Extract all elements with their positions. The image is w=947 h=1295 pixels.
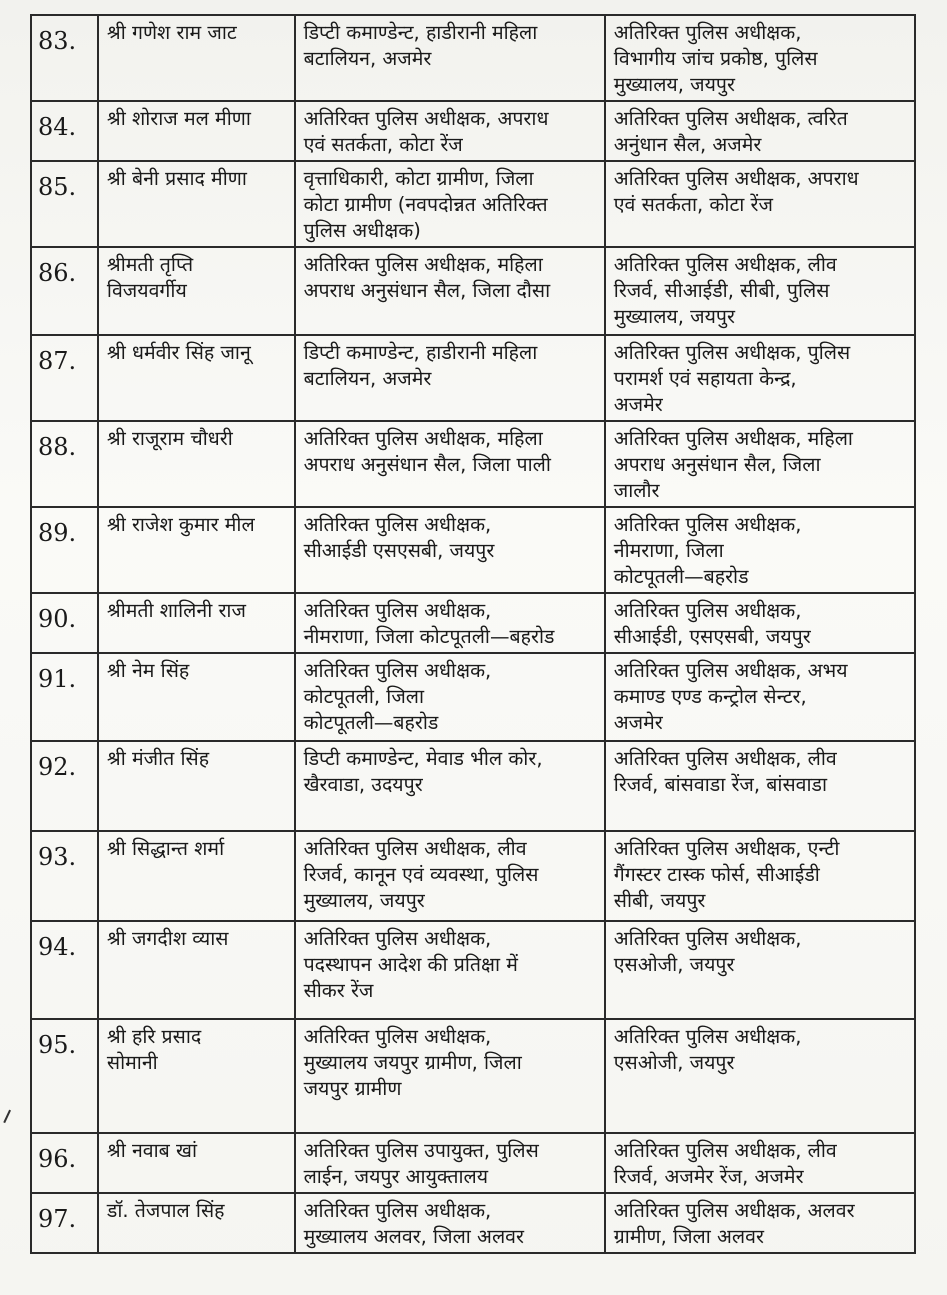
new-posting: अतिरिक्त पुलिस अधीक्षक, लीव रिजर्व, अजमेर रेंज, अजमेर — [613, 1139, 837, 1188]
table-row — [31, 161, 915, 247]
serial-number: 92. — [38, 753, 77, 781]
serial-number-cell — [31, 1133, 98, 1193]
current-posting-cell — [295, 421, 605, 507]
new-posting-cell — [605, 921, 915, 1019]
current-posting-cell — [295, 593, 605, 653]
officer-name-cell — [98, 653, 295, 741]
current-posting-cell — [295, 335, 605, 421]
officer-name: श्रीमती शालिनी राज — [106, 599, 246, 622]
new-posting-cell — [605, 1019, 915, 1133]
officer-name-cell — [98, 831, 295, 921]
new-posting: अतिरिक्त पुलिस अधीक्षक, अभय कमाण्ड एण्ड कन्ट्रोल सेन्टर, अजमेर — [613, 659, 848, 734]
officer-name: श्री बेनी प्रसाद मीणा — [106, 167, 247, 190]
new-posting: अतिरिक्त पुलिस अधीक्षक, विभागीय जांच प्रकोष्ठ, पुलिस मुख्यालय, जयपुर — [613, 21, 818, 96]
margin-mark — [3, 1110, 13, 1125]
officer-name-cell — [98, 335, 295, 421]
new-posting: अतिरिक्त पुलिस अधीक्षक, एन्टी गैंगस्टर टास्क फोर्स, सीआईडी सीबी, जयपुर — [613, 837, 840, 912]
officer-name-cell — [98, 593, 295, 653]
new-posting-cell — [605, 247, 915, 335]
current-posting: डिप्टी कमाण्डेन्ट, मेवाड भील कोर, खैरवाडा, उदयपुर — [303, 747, 543, 796]
table-row — [31, 1133, 915, 1193]
table-row — [31, 831, 915, 921]
current-posting: डिप्टी कमाण्डेन्ट, हाडीरानी महिला बटालियन, अजमेर — [303, 341, 538, 390]
officer-name-cell — [98, 247, 295, 335]
officer-name: श्री गणेश राम जाट — [106, 21, 237, 44]
current-posting-cell — [295, 921, 605, 1019]
serial-number: 88. — [38, 433, 77, 461]
transfer-list-table — [30, 14, 916, 1254]
current-posting-cell — [295, 161, 605, 247]
current-posting: अतिरिक्त पुलिस उपायुक्त, पुलिस लाईन, जयपुर आयुक्तालय — [303, 1139, 539, 1188]
officer-name: श्री धर्मवीर सिंह जानू — [106, 341, 251, 364]
current-posting: डिप्टी कमाण्डेन्ट, हाडीरानी महिला बटालियन, अजमेर — [303, 21, 538, 70]
current-posting-cell — [295, 247, 605, 335]
table-row — [31, 247, 915, 335]
table-row — [31, 593, 915, 653]
serial-number-cell — [31, 1193, 98, 1253]
new-posting-cell — [605, 1133, 915, 1193]
new-posting: अतिरिक्त पुलिस अधीक्षक, एसओजी, जयपुर — [613, 1025, 802, 1074]
new-posting: अतिरिक्त पुलिस अधीक्षक, अलवर ग्रामीण, जिला अलवर — [613, 1199, 855, 1248]
officer-name: श्री राजूराम चौधरी — [106, 427, 233, 450]
current-posting: अतिरिक्त पुलिस अधीक्षक, मुख्यालय अलवर, जिला अलवर — [303, 1199, 524, 1248]
officer-name-cell — [98, 101, 295, 161]
serial-number: 84. — [38, 113, 77, 141]
officer-name: श्री जगदीश व्यास — [106, 927, 229, 950]
new-posting-cell — [605, 15, 915, 101]
new-posting: अतिरिक्त पुलिस अधीक्षक, नीमराणा, जिला कोटपूतली—बहरोड — [613, 513, 802, 588]
table-row — [31, 921, 915, 1019]
serial-number-cell — [31, 15, 98, 101]
new-posting: अतिरिक्त पुलिस अधीक्षक, लीव रिजर्व, बांसवाडा रेंज, बांसवाडा — [613, 747, 837, 796]
current-posting-cell — [295, 1133, 605, 1193]
serial-number-cell — [31, 831, 98, 921]
table-row — [31, 101, 915, 161]
current-posting: अतिरिक्त पुलिस अधीक्षक, नीमराणा, जिला कोटपूतली—बहरोड — [303, 599, 555, 648]
officer-name-cell — [98, 421, 295, 507]
current-posting: अतिरिक्त पुलिस अधीक्षक, महिला अपराध अनुसंधान सैल, जिला दौसा — [303, 253, 551, 302]
officer-name: श्री सिद्धान्त शर्मा — [106, 837, 225, 860]
table-row — [31, 421, 915, 507]
table-row — [31, 1019, 915, 1133]
table-row — [31, 15, 915, 101]
current-posting: अतिरिक्त पुलिस अधीक्षक, पदस्थापन आदेश की प्रतिक्षा में सीकर रेंज — [303, 927, 518, 1002]
table-row — [31, 741, 915, 831]
officer-name: श्री शोराज मल मीणा — [106, 107, 251, 130]
table-row — [31, 507, 915, 593]
current-posting: अतिरिक्त पुलिस अधीक्षक, सीआईडी एसएसबी, जयपुर — [303, 513, 495, 562]
new-posting-cell — [605, 653, 915, 741]
serial-number: 86. — [38, 259, 77, 287]
serial-number: 85. — [38, 173, 77, 201]
officer-name: श्री नेम सिंह — [106, 659, 190, 682]
new-posting-cell — [605, 593, 915, 653]
officer-name-cell — [98, 15, 295, 101]
serial-number-cell — [31, 653, 98, 741]
current-posting: अतिरिक्त पुलिस अधीक्षक, महिला अपराध अनुसंधान सैल, जिला पाली — [303, 427, 551, 476]
new-posting-cell — [605, 1193, 915, 1253]
current-posting-cell — [295, 15, 605, 101]
serial-number: 87. — [38, 347, 77, 375]
serial-number: 90. — [38, 605, 77, 633]
new-posting: अतिरिक्त पुलिस अधीक्षक, महिला अपराध अनुसंधान सैल, जिला जालौर — [613, 427, 853, 502]
new-posting-cell — [605, 101, 915, 161]
officer-name-cell — [98, 507, 295, 593]
serial-number-cell — [31, 921, 98, 1019]
serial-number: 94. — [38, 933, 77, 961]
officer-name: डॉ. तेजपाल सिंह — [106, 1199, 225, 1222]
serial-number-cell — [31, 421, 98, 507]
officer-name-cell — [98, 1193, 295, 1253]
new-posting-cell — [605, 335, 915, 421]
officer-name: श्री नवाब खां — [106, 1139, 198, 1162]
serial-number: 83. — [38, 27, 77, 55]
current-posting-cell — [295, 507, 605, 593]
current-posting-cell — [295, 653, 605, 741]
serial-number: 95. — [38, 1031, 77, 1059]
officer-name: श्रीमती तृप्ति विजयवर्गीय — [106, 253, 194, 302]
current-posting-cell — [295, 831, 605, 921]
current-posting-cell — [295, 1193, 605, 1253]
new-posting: अतिरिक्त पुलिस अधीक्षक, लीव रिजर्व, सीआईडी, सीबी, पुलिस मुख्यालय, जयपुर — [613, 253, 837, 328]
serial-number: 89. — [38, 519, 77, 547]
current-posting-cell — [295, 741, 605, 831]
serial-number-cell — [31, 101, 98, 161]
current-posting: अतिरिक्त पुलिस अधीक्षक, लीव रिजर्व, कानून एवं व्यवस्था, पुलिस मुख्यालय, जयपुर — [303, 837, 539, 912]
serial-number-cell — [31, 741, 98, 831]
officer-name-cell — [98, 1019, 295, 1133]
new-posting: अतिरिक्त पुलिस अधीक्षक, सीआईडी, एसएसबी, जयपुर — [613, 599, 811, 648]
officer-name-cell — [98, 921, 295, 1019]
serial-number-cell — [31, 593, 98, 653]
table-row — [31, 1193, 915, 1253]
new-posting-cell — [605, 161, 915, 247]
serial-number-cell — [31, 161, 98, 247]
new-posting-cell — [605, 507, 915, 593]
officer-name-cell — [98, 1133, 295, 1193]
current-posting-cell — [295, 101, 605, 161]
officer-name: श्री हरि प्रसाद सोमानी — [106, 1025, 202, 1074]
current-posting: अतिरिक्त पुलिस अधीक्षक, मुख्यालय जयपुर ग्रामीण, जिला जयपुर ग्रामीण — [303, 1025, 522, 1100]
new-posting: अतिरिक्त पुलिस अधीक्षक, त्वरित अनुंधान सैल, अजमेर — [613, 107, 848, 156]
table-row — [31, 653, 915, 741]
serial-number-cell — [31, 1019, 98, 1133]
serial-number: 97. — [38, 1205, 77, 1233]
new-posting-cell — [605, 831, 915, 921]
serial-number-cell — [31, 247, 98, 335]
officer-name-cell — [98, 741, 295, 831]
table-row — [31, 335, 915, 421]
serial-number-cell — [31, 335, 98, 421]
serial-number-cell — [31, 507, 98, 593]
new-posting-cell — [605, 741, 915, 831]
officer-name-cell — [98, 161, 295, 247]
new-posting: अतिरिक्त पुलिस अधीक्षक, पुलिस परामर्श एवं सहायता केन्द्र, अजमेर — [613, 341, 851, 416]
current-posting: अतिरिक्त पुलिस अधीक्षक, अपराध एवं सतर्कता, कोटा रेंज — [303, 107, 549, 156]
new-posting: अतिरिक्त पुलिस अधीक्षक, अपराध एवं सतर्कता, कोटा रेंज — [613, 167, 859, 216]
current-posting-cell — [295, 1019, 605, 1133]
serial-number: 96. — [38, 1145, 77, 1173]
serial-number: 91. — [38, 665, 77, 693]
current-posting: वृत्ताधिकारी, कोटा ग्रामीण, जिला कोटा ग्रामीण (नवपदोन्नत अतिरिक्त पुलिस अधीक्षक) — [303, 167, 548, 242]
serial-number: 93. — [38, 843, 77, 871]
officer-name: श्री मंजीत सिंह — [106, 747, 210, 770]
new-posting-cell — [605, 421, 915, 507]
new-posting: अतिरिक्त पुलिस अधीक्षक, एसओजी, जयपुर — [613, 927, 802, 976]
current-posting: अतिरिक्त पुलिस अधीक्षक, कोटपूतली, जिला कोटपूतली—बहरोड — [303, 659, 492, 734]
officer-name: श्री राजेश कुमार मील — [106, 513, 255, 536]
